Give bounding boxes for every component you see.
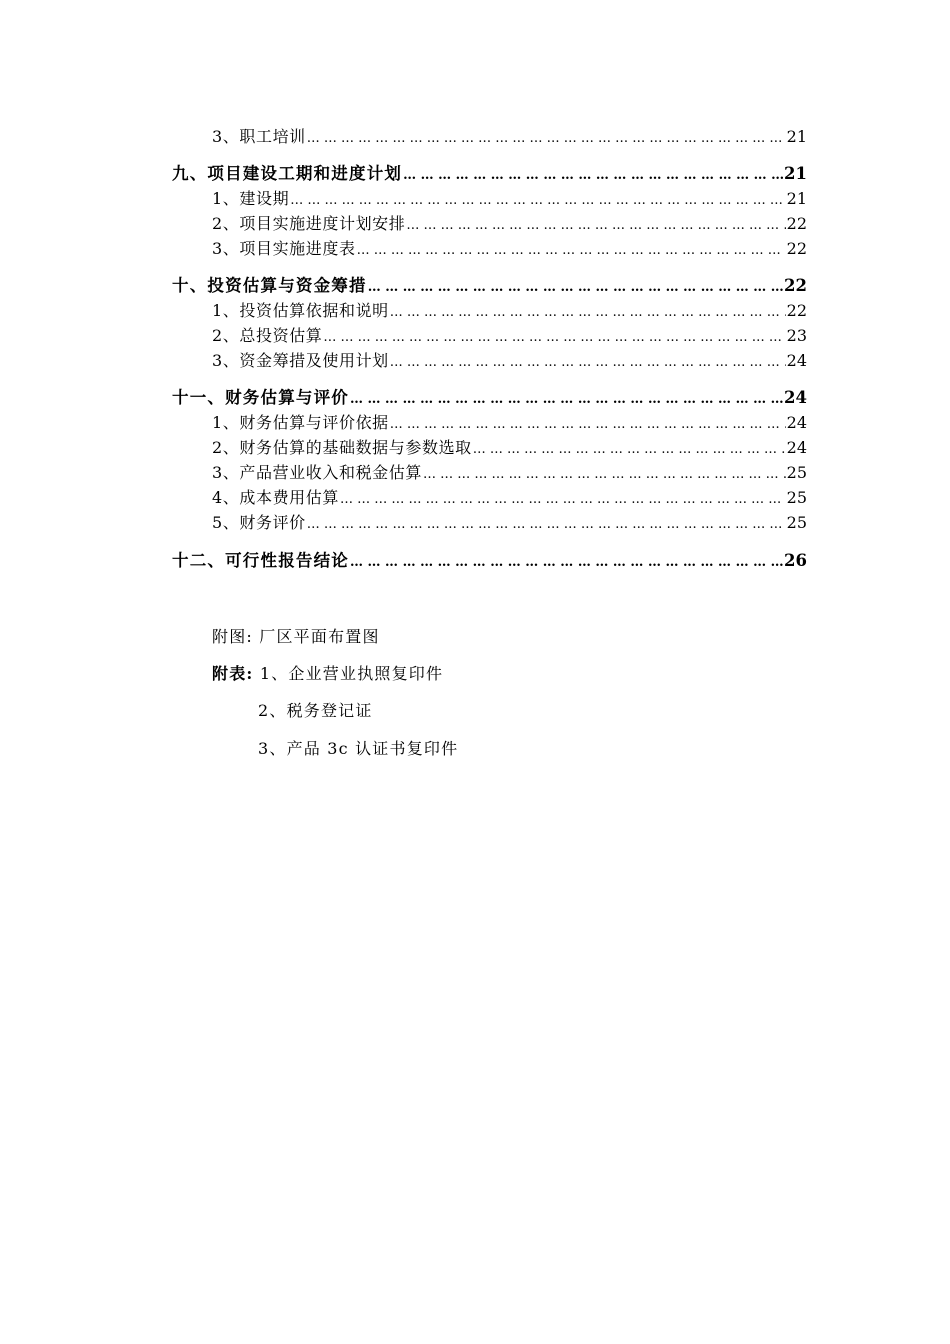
toc-entry-page: 21 xyxy=(786,127,807,146)
toc-section-page: 24 xyxy=(784,388,807,407)
toc-entry-label: 3、资金筹措及使用计划 xyxy=(212,351,389,370)
toc-entry-label: 3、职工培训 xyxy=(212,127,306,146)
toc-dot-leader xyxy=(403,163,783,187)
toc-entry-page: 25 xyxy=(786,513,807,532)
toc-entry-label: 2、总投资估算 xyxy=(212,326,323,345)
toc-section-label: 九、项目建设工期和进度计划 xyxy=(172,164,403,183)
toc-entry-page: 22 xyxy=(786,214,807,233)
toc-dot-leader xyxy=(323,326,785,348)
toc-entry[interactable] xyxy=(212,349,807,373)
toc-section-label: 十二、可行性报告结论 xyxy=(172,551,349,570)
toc-entry[interactable] xyxy=(212,436,807,460)
appendix-table-item: 1、企业营业执照复印件 xyxy=(259,664,444,683)
toc-section-label: 十、投资估算与资金筹措 xyxy=(172,276,367,295)
toc-dot-leader xyxy=(423,463,786,485)
toc-entry[interactable] xyxy=(212,237,807,261)
toc-entry[interactable] xyxy=(212,187,807,211)
toc-entry-label: 3、产品营业收入和税金估算 xyxy=(212,463,422,482)
toc-section-page: 21 xyxy=(784,164,807,183)
toc-dot-leader xyxy=(390,301,786,323)
toc-entry[interactable] xyxy=(212,486,807,510)
toc-entry-page: 23 xyxy=(786,326,807,345)
toc-dot-leader xyxy=(406,214,785,236)
toc-section[interactable] xyxy=(172,548,807,574)
toc-dot-leader xyxy=(307,513,786,535)
toc-dot-leader xyxy=(340,488,786,510)
toc-entry-page: 21 xyxy=(786,189,807,208)
toc-dot-leader xyxy=(290,189,785,211)
toc-entry-page: 22 xyxy=(786,239,807,258)
toc-entry[interactable] xyxy=(212,299,807,323)
toc-dot-leader xyxy=(473,438,786,460)
toc-entry-page: 24 xyxy=(786,438,807,457)
toc-entry-label: 5、财务评价 xyxy=(212,513,306,532)
toc-dot-leader xyxy=(368,275,783,299)
toc-dot-leader xyxy=(350,550,783,574)
appendix-table-item: 2、税务登记证 xyxy=(258,701,373,720)
appendix-tables-label: 附表: xyxy=(212,664,254,683)
toc-section[interactable] xyxy=(172,385,807,411)
toc-entry-page: 25 xyxy=(786,463,807,482)
appendix-figure: 附图: 厂区平面布置图 xyxy=(212,627,380,646)
toc-entry[interactable] xyxy=(212,324,807,348)
toc-entry-page: 24 xyxy=(786,413,807,432)
toc-entry-label: 2、财务估算的基础数据与参数选取 xyxy=(212,438,472,457)
toc-section[interactable] xyxy=(172,161,807,187)
toc-entry[interactable] xyxy=(212,461,807,485)
toc-entry[interactable] xyxy=(212,212,807,236)
toc-dot-leader xyxy=(357,239,786,261)
appendix-tables xyxy=(212,661,443,684)
toc-section[interactable] xyxy=(172,273,807,299)
toc-entry[interactable] xyxy=(212,411,807,435)
toc-entry-label: 1、投资估算依据和说明 xyxy=(212,301,389,320)
toc-dot-leader xyxy=(307,127,786,149)
toc-entry-label: 1、财务估算与评价依据 xyxy=(212,413,389,432)
toc-entry-page: 22 xyxy=(786,301,807,320)
toc-entry-page: 25 xyxy=(786,488,807,507)
toc-section-page: 26 xyxy=(784,551,807,570)
toc-entry-label: 3、项目实施进度表 xyxy=(212,239,356,258)
toc-dot-leader xyxy=(390,351,786,373)
toc-entry[interactable] xyxy=(212,511,807,535)
toc-section-label: 十一、财务估算与评价 xyxy=(172,388,349,407)
toc-entry-label: 1、建设期 xyxy=(212,189,290,208)
toc-entry[interactable] xyxy=(212,125,807,149)
toc-entry-page: 24 xyxy=(786,351,807,370)
toc-entry-label: 4、成本费用估算 xyxy=(212,488,339,507)
appendix-table-item: 3、产品 3c 认证书复印件 xyxy=(258,739,459,758)
toc-section-page: 22 xyxy=(784,276,807,295)
toc-dot-leader xyxy=(350,387,783,411)
toc-dot-leader xyxy=(390,413,786,435)
toc-entry-label: 2、项目实施进度计划安排 xyxy=(212,214,406,233)
